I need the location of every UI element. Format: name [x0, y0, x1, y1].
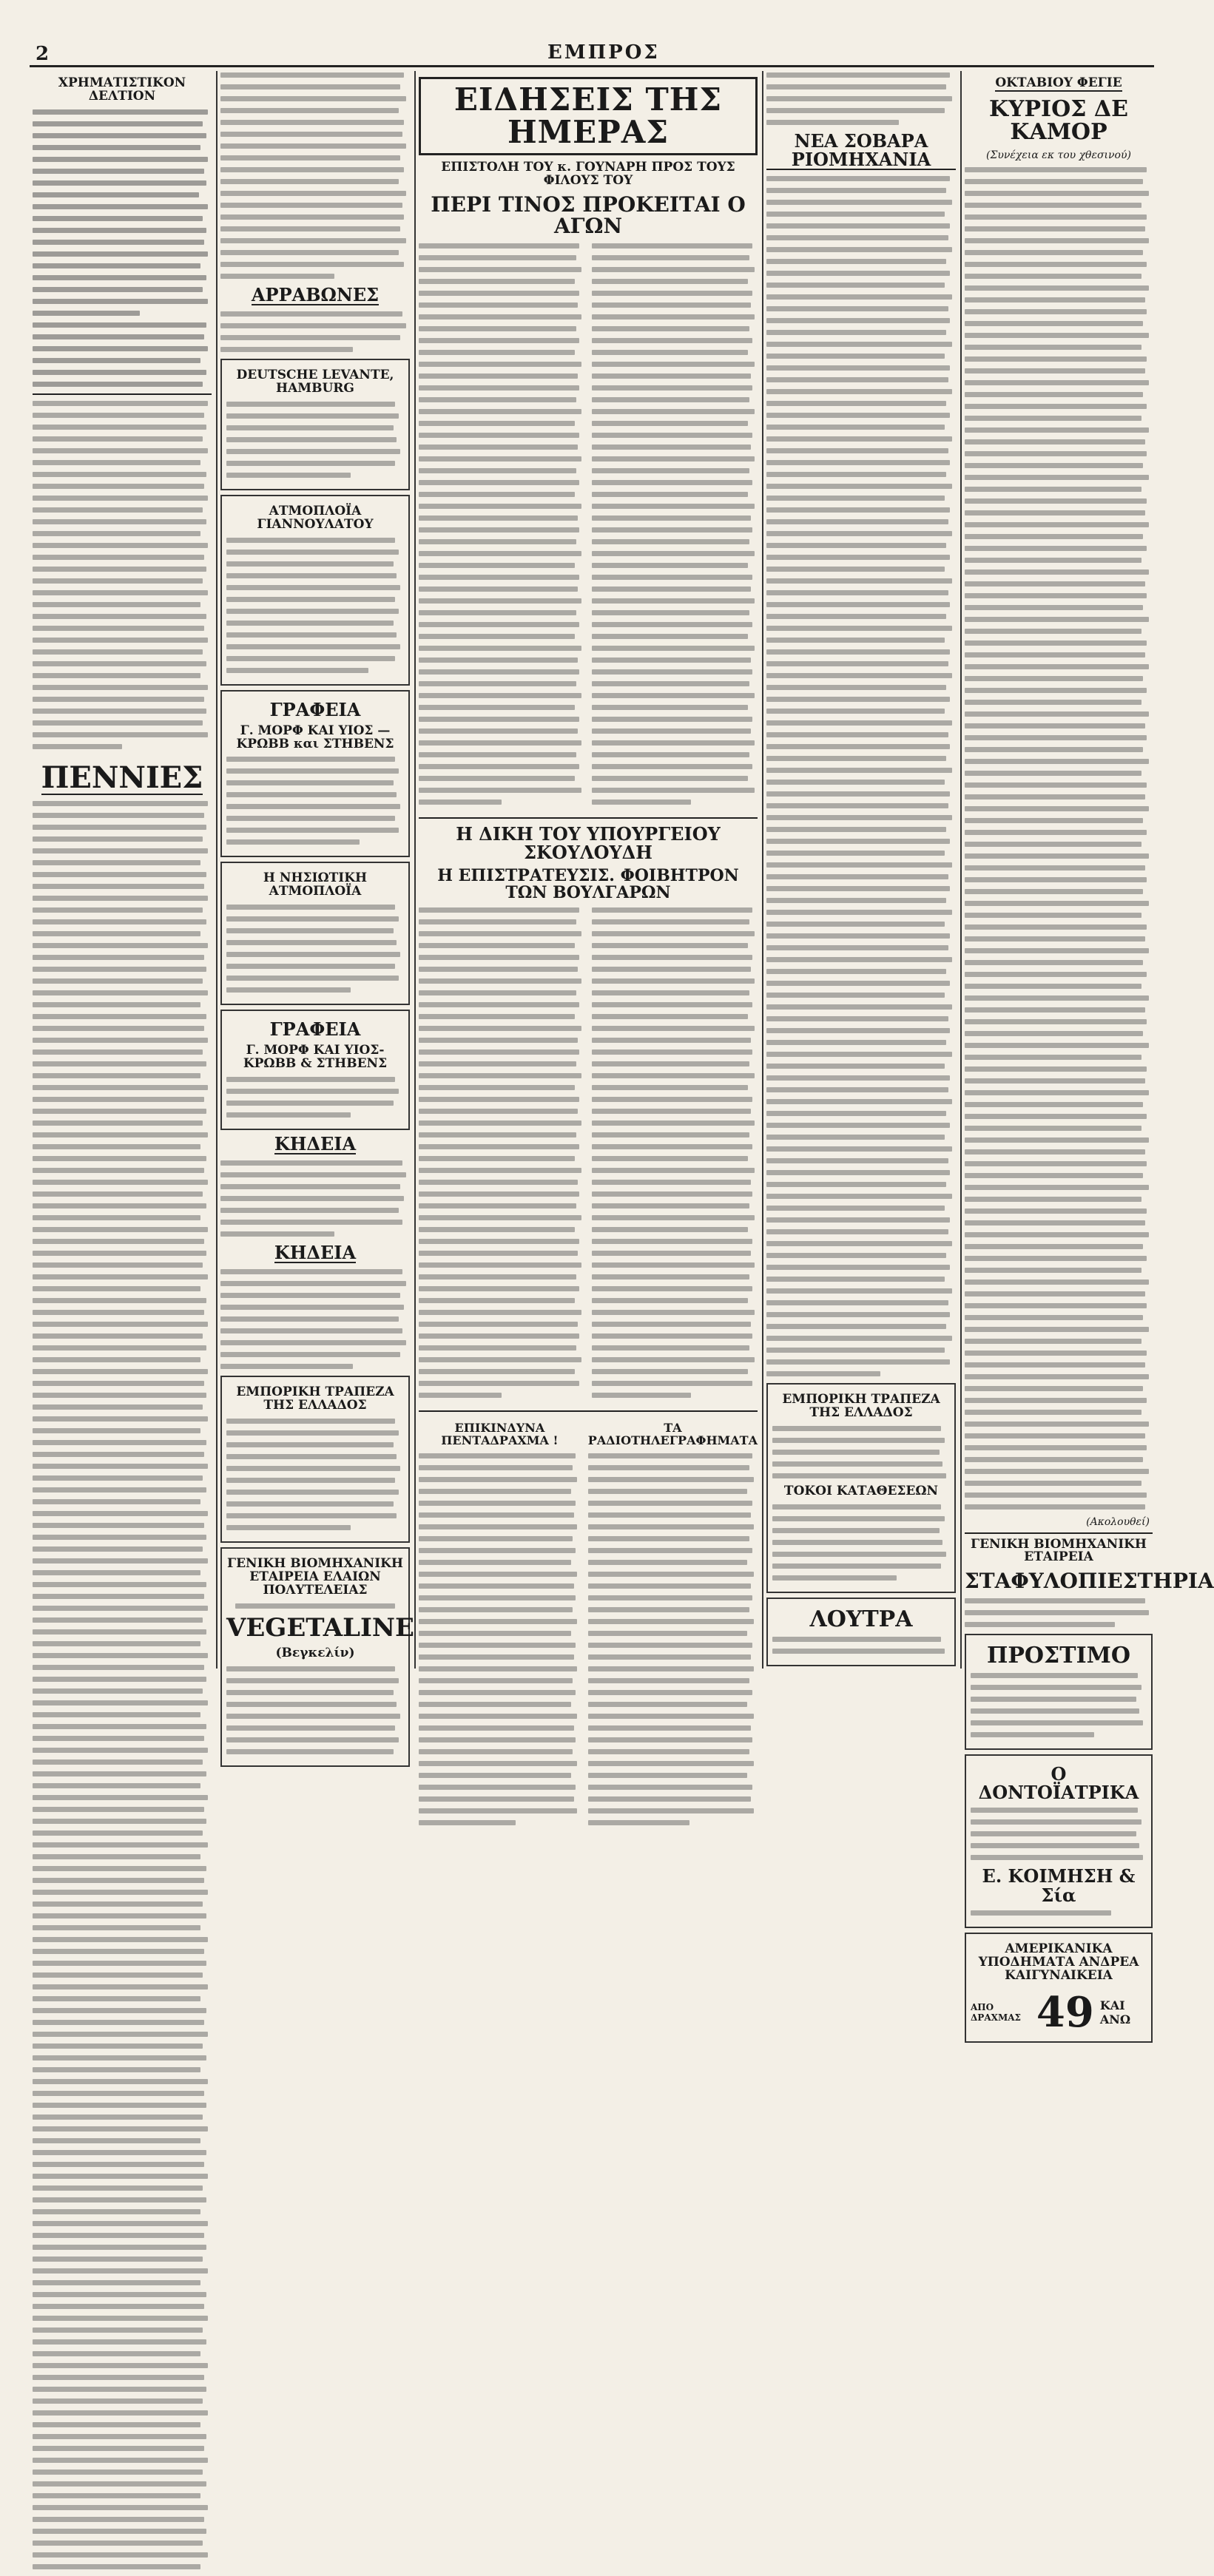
top-article-body — [220, 72, 410, 279]
column-divider — [414, 71, 416, 1669]
levante-title: DEUTSCHE LEVANTE, HAMBURG — [236, 368, 394, 396]
headline-fake-fivers: ΕΠΙΚΙΝΔΥΝΑ ΠΕΝΤΑΔΡΑΧΜΑ ! — [441, 1421, 559, 1448]
vegetaline-title: VEGETALINE — [226, 1612, 414, 1643]
headline-cinema-industry: ΝΕΑ ΣΟΒΑΡΑ ΡΙΟΜΗΧΑΝΙΑ — [766, 132, 956, 170]
headline-gounaris-letter: ΕΠΙΣΤΟΛΗ ΤΟΥ κ. ΓΟΥΝΑΡΗ ΠΡΟΣ ΤΟΥΣ ΦΙΛΟΥΣ ΤΟΥ — [441, 160, 735, 189]
fine-notice — [965, 1634, 1153, 1751]
column-divider — [762, 71, 763, 1669]
bank2-title: ΕΜΠΟΡΙΚΗ ΤΡΑΠΕΖΑ ΤΗΣ ΕΛΛΑΔΟΣ — [782, 1392, 940, 1421]
offices-title: ΓΡΑΦΕΙΑ — [269, 698, 361, 720]
serial-title: ΚΥΡΙΟΣ ΔΕ ΚΑΜΟΡ — [988, 95, 1128, 146]
price-value: 49 — [1036, 1988, 1094, 2038]
offices-title-2: ΓΡΑΦΕΙΑ — [269, 1018, 361, 1041]
headline-radiotelegrams: ΤΑ ΡΑΔΙΟΤΗΛΕΓΡΑΦΗΜΑΤΑ — [587, 1421, 758, 1448]
deposit-interest-title: ΤΟΚΟΙ ΚΑΤΑΘΕΣΕΩΝ — [783, 1484, 939, 1499]
column-1 — [33, 72, 212, 2576]
bank-title: ΕΜΠΟΡΙΚΗ ΤΡΑΠΕΖΑ ΤΗΣ ΕΛΛΑΔΟΣ — [236, 1385, 394, 1413]
stock-commentary-body — [33, 401, 212, 749]
serial-continued-note: (Συνέχεια εκ του χθεσινού) — [986, 149, 1131, 161]
steamer-ad — [220, 495, 410, 686]
column-3b-top-article — [766, 72, 956, 125]
serial-body — [965, 167, 1153, 1510]
shoes-title: ΑΜΕΡΙΚΑΝΙΚΑ ΥΠΟΔΗΜΑΤΑ ΑΝΔΡΕΑ ΚΑΙΓΥΝΑΙΚΕΙΑ — [978, 1941, 1139, 1983]
news-of-the-day-banner: ΕΙΔΗΣΕΙΣ ΤΗΣ ΗΜΕΡΑΣ — [419, 77, 758, 155]
price-suffix: ΚΑΙ ΑΝΩ — [1099, 1998, 1131, 2027]
funeral-title-1: ΚΗΔΕΙΑ — [274, 1133, 357, 1155]
headline-skouloudis-trial: Η ΔΙΚΗ ΤΟΥ ΥΠΟΥΡΓΕΙΟΥ ΣΚΟΥΛΟΥΔΗ — [456, 822, 721, 863]
headline-mobilisation: Η ΕΠΙΣΤΡΑΤΕΥΣΙΣ. ΦΟΙΒΗΤΡΟΝ ΤΩΝ ΒΟΥΛΓΑΡΩΝ — [437, 866, 739, 903]
funeral-title-2: ΚΗΔΕΙΑ — [274, 1242, 357, 1264]
column-3 — [419, 72, 758, 1832]
stock-bulletin-title: ΧΡΗΜΑΤΙΣΤΙΚΟΝ ΔΕΛΤΙΟΝ — [58, 75, 186, 104]
offices-subtitle: Γ. ΜΟΡΦ ΚΑΙ ΥΙΟΣ — ΚΡΩΒΒ και ΣΤΗΒΕΝΣ — [236, 723, 394, 751]
column-divider — [960, 71, 962, 1669]
price-prefix: ΑΠΟ ΔΡΑΧΜΑΣ — [971, 2002, 1022, 2024]
levante-shipping-ad — [220, 359, 410, 490]
paper-name: ΕΜΠΡΟΣ — [547, 41, 660, 64]
bank-notice-2 — [766, 1383, 956, 1593]
steamer-title: ΑΤΜΟΠΛΟΪΑ ΓΙΑΝΝΟΥΛΑΤΟΥ — [257, 503, 374, 532]
baths-title: ΛΟΥΤΡΑ — [809, 1606, 913, 1632]
header-rule — [30, 65, 1154, 67]
offices-subtitle-2: Γ. ΜΟΡΦ ΚΑΙ ΥΙΟΣ-ΚΡΩΒΒ & ΣΤΗΒΕΝΣ — [243, 1043, 388, 1072]
dental-ad — [965, 1754, 1153, 1928]
cinema-article — [766, 176, 956, 1376]
headline-gounaris-sub: ΠΕΡΙ ΤΙΝΟΣ ΠΡΟΚΕΙΤΑΙ Ο ΑΓΩΝ — [431, 192, 746, 239]
oil-company-title: ΓΕΝΙΚΗ ΒΙΟΜΗΧΑΝΙΚΗ ΕΤΑΙΡΕΙΑ ΕΛΑΙΩΝ ΠΟΛΥΤΕΛΕΙΑΣ — [227, 1556, 403, 1598]
fine-title: ΠΡΟΣΤΙΜΟ — [987, 1642, 1130, 1669]
gounaris-article — [419, 243, 758, 811]
dealer-name: Ε. ΚΟΙΜΗΣΗ & Σία — [982, 1865, 1136, 1906]
column-4 — [965, 72, 1214, 2047]
lower-news-block — [419, 1418, 758, 1832]
column-3b — [766, 72, 956, 1671]
stock-bulletin-body — [33, 109, 212, 387]
island-steamer-title: Η ΝΗΣΙΩΤΙΚΗ ΑΤΜΟΠΛΟΪΑ — [263, 871, 368, 899]
serial-to-be-continued: (Ακολουθεί) — [1086, 1515, 1150, 1528]
vegetaline-ad — [220, 1547, 414, 1767]
vegetaline-subtitle: (Βεγκελίν) — [275, 1646, 355, 1661]
dental-title: Ο ΔΟΝΤΟΪΑΤΡΙΚΑ — [978, 1763, 1139, 1804]
serial-author: ΟΚΤΑΒΙΟΥ ΦΕΓΙΕ — [995, 75, 1122, 90]
trial-article — [419, 907, 758, 1404]
page-number: 2 — [36, 43, 50, 65]
offices-ad-1 — [220, 690, 410, 858]
column-divider — [216, 71, 217, 1669]
offices-ad-2 — [220, 1010, 410, 1130]
engagements-title: ΑΡΡΑΒΩΝΕΣ — [251, 284, 380, 305]
island-steamer-ad — [220, 862, 410, 1005]
pennies-body — [33, 801, 212, 2569]
baths-ad — [766, 1598, 956, 1667]
bank-notice — [220, 1376, 410, 1543]
column-2 — [220, 72, 414, 1771]
section-title-pennies: ΠΕΝΝΙΕΣ — [41, 760, 203, 795]
company-title: ΓΕΝΙΚΗ ΒΙΟΜΗΧΑΝΙΚΗ ΕΤΑΙΡΕΙΑ — [971, 1536, 1147, 1565]
shoes-ad — [965, 1933, 1153, 2043]
winery-title: ΣΤΑΦΥΛΟΠΙΕΣΤΗΡΙΑ — [965, 1569, 1214, 1594]
